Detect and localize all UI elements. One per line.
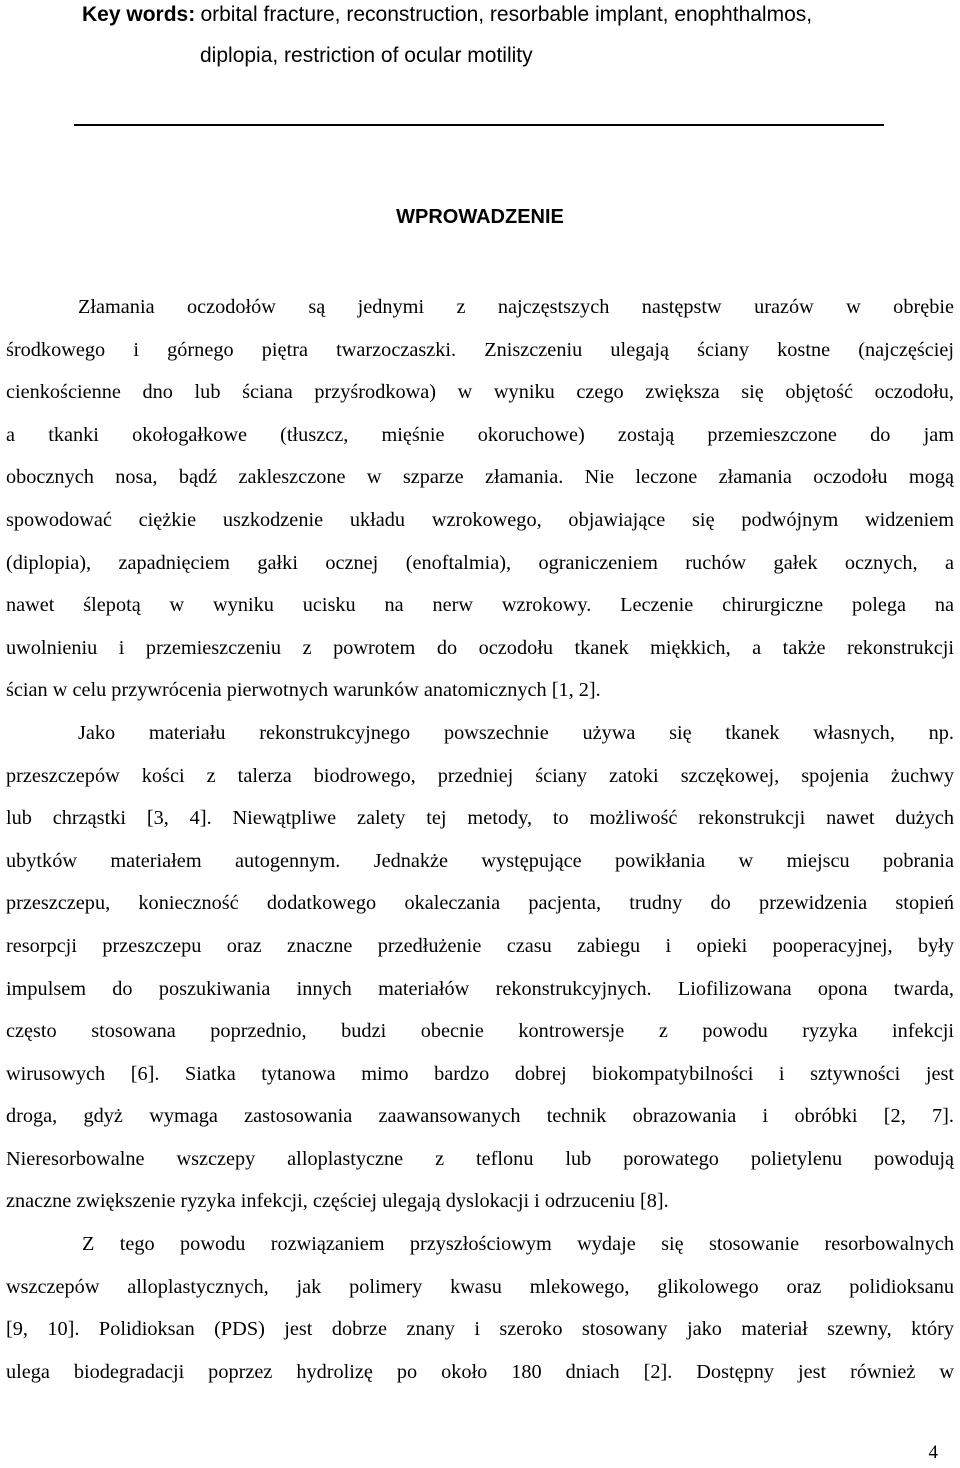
text-line: często stosowana poprzednio, budzi obecnie kontrowersje z powodu ryzyka infekcji: [6, 1020, 954, 1043]
text-line: uwolnieniu i przemieszczeniu z powrotem do oczodołu tkanek miękkich, a także rekonstrukcji: [6, 636, 954, 659]
text-line: wirusowych [6]. Siatka tytanowa mimo bardzo dobrej biokompatybilności i sztywności jest: [6, 1062, 954, 1085]
text-line: ulega biodegradacji poprzez hydrolizę po około 180 dniach [2]. Dostępny jest również w: [6, 1360, 954, 1383]
text-line: nawet ślepotą w wyniku ucisku na nerw wzrokowy. Leczenie chirurgiczne polega na: [6, 594, 954, 617]
text-line: (diplopia), zapadnięciem gałki ocznej (enoftalmia), ograniczeniem ruchów gałek ocznych, a: [6, 551, 954, 574]
text-line: Złamania oczodołów są jednymi z najczęstszych następstw urazów w obrębie: [78, 296, 954, 318]
text-line: Jako materiału rekonstrukcyjnego powszechnie używa się tkanek własnych, np.: [78, 721, 954, 744]
text-line: Nieresorbowalne wszczepy alloplastyczne z teflonu lub porowatego polietylenu powodują: [6, 1147, 954, 1170]
text-line: obocznych nosa, bądź zakleszczone w szparze złamania. Nie leczone złamania oczodołu mogą: [6, 466, 954, 489]
horizontal-divider: [74, 124, 884, 126]
text-line: droga, gdyż wymaga zastosowania zaawansowanych technik obrazowania i obróbki [2, 7].: [6, 1105, 954, 1128]
body-text: [6, 286, 954, 1393]
text-line: środkowego i górnego piętra twarzoczaszki. Zniszczeniu ulegają ściany kostne (najczęściej: [6, 338, 954, 361]
text-line: przeszczepu, konieczność dodatkowego okaleczania pacjenta, trudny do przewidzenia stopień: [6, 892, 954, 915]
text-line: a tkanki okołogałkowe (tłuszcz, mięśnie okoruchowe) zostają przemieszczone do jam: [6, 423, 954, 446]
text-line: wszczepów alloplastycznych, jak polimery kwasu mlekowego, glikolowego oraz polidioksanu: [6, 1275, 954, 1298]
keywords-block: [82, 0, 942, 76]
text-line: przeszczepów kości z talerza biodrowego, przedniej ściany zatoki szczękowej, spojenia żuchwy: [6, 764, 954, 787]
keywords-line-1: orbital fracture, reconstruction, resorbable implant, enophthalmos,: [200, 3, 813, 26]
text-line: znaczne zwiększenie ryzyka infekcji, częściej ulegają dyslokacji i odrzuceniu [8].: [6, 1190, 669, 1213]
text-line: ubytków materiałem autogennym. Jednakże występujące powikłania w miejscu pobrania: [6, 849, 954, 872]
text-line: Z tego powodu rozwiązaniem przyszłościowym wydaje się stosowanie resorbowalnych: [82, 1233, 954, 1256]
text-line: cienkościenne dno lub ściana przyśrodkowa) w wyniku czego zwiększa się objętość oczodołu,: [6, 381, 954, 404]
section-heading: WPROWADZENIE: [396, 206, 564, 228]
text-line: resorpcji przeszczepu oraz znaczne przedłużenie czasu zabiegu i opieki pooperacyjnej, były: [6, 934, 954, 957]
keywords-label: Key words:: [82, 3, 196, 26]
text-line: impulsem do poszukiwania innych materiałów rekonstrukcyjnych. Liofilizowana opona twarda,: [6, 977, 954, 1000]
keywords-line-2: diplopia, restriction of ocular motility: [200, 44, 533, 67]
text-line: lub chrząstki [3, 4]. Niewątpliwe zalety tej metody, to możliwość rekonstrukcji nawet dużych: [6, 807, 954, 830]
page-number: 4: [928, 1442, 938, 1463]
text-line: [9, 10]. Polidioksan (PDS) jest dobrze znany i szeroko stosowany jako materiał szewny, który: [6, 1318, 954, 1341]
text-line: spowodować ciężkie uszkodzenie układu wzrokowego, objawiające się podwójnym widzeniem: [6, 508, 954, 531]
text-line: ścian w celu przywrócenia pierwotnych warunków anatomicznych [1, 2].: [6, 679, 601, 702]
